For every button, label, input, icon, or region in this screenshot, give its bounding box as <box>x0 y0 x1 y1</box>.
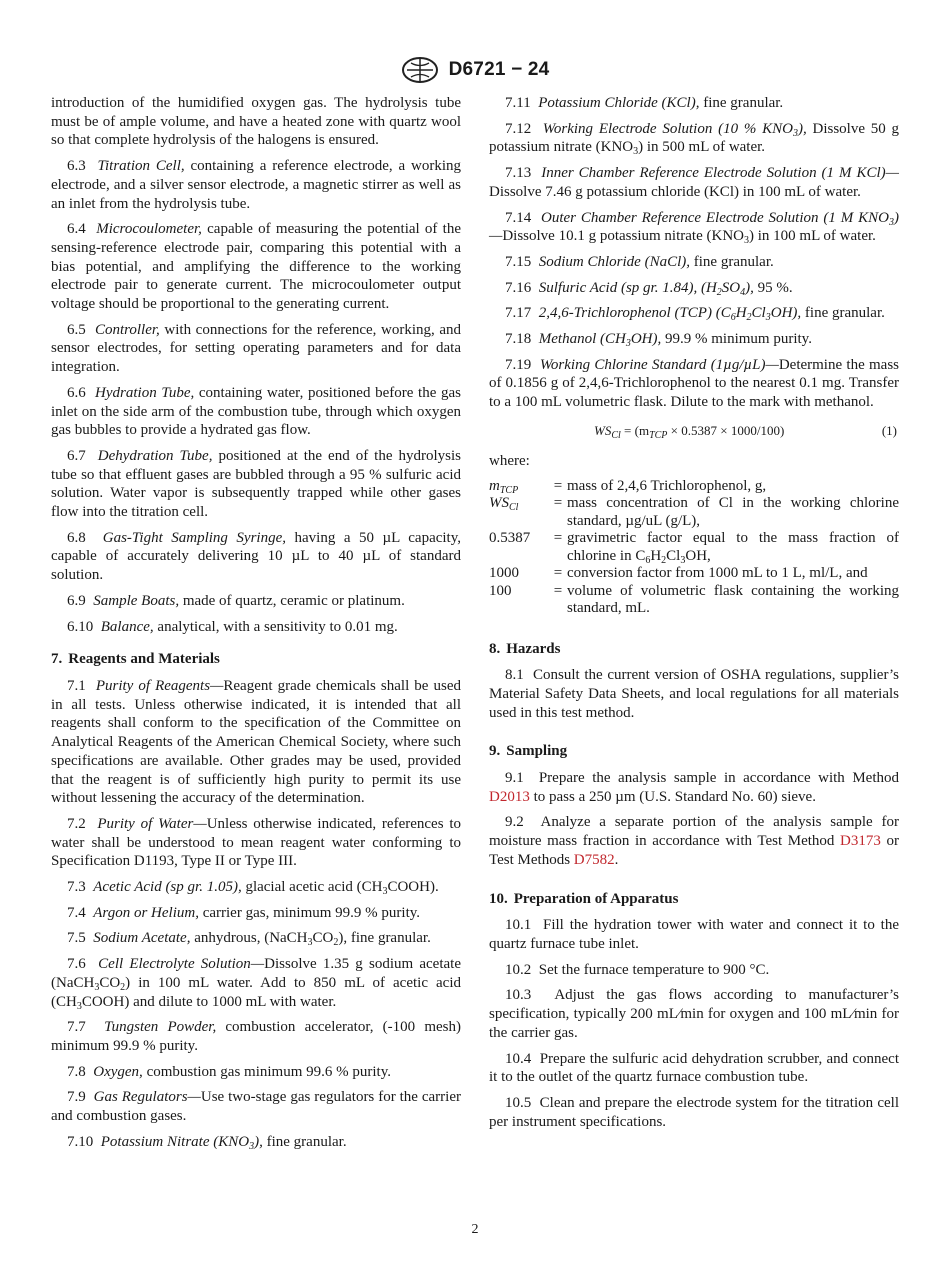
definition-row: $WS_{Cl}$ = mass concentration of Cl in the working chlorine standard, µg/uL (g/L), <box>489 495 899 529</box>
section-8-1: 8.1 Consult the current version of OSHA regulations, supplier’s Material Safety Data Sheets, and local regulations for all materials used in this test method. <box>489 667 899 721</box>
section-6-8: 6.8 Gas-Tight Sampling Syringe, having a 50 µL capacity, capable of accurately delivering 10 µL to 40 µL of standard solution. <box>51 529 461 584</box>
page-number: 2 <box>471 1222 479 1237</box>
definition-row: 100 = volume of volumetric flask containing the working standard, mL. <box>489 582 899 617</box>
section-7-6: 7.6 Cell Electrolyte Solution—Dissolve 1.35 g sodium acetate $(NaCH_3CO_2)$ in 100 mL water. Add to 850 mL of acetic acid $(CH_3COOH)$ and dilute to 1000 mL with water. <box>51 956 461 1012</box>
section-6-6: 6.6 Hydration Tube, containing water, positioned before the gas inlet on the side arm of the combustion tube, through which oxygen gas bubbles to provide a hydrated gas flow. <box>51 384 462 439</box>
section-7-15: 7.15 Sodium Chloride (NaCl), fine granular. <box>505 253 774 270</box>
heading-7: 7. Reagents and Materials <box>51 651 220 668</box>
section-7-5: 7.5 Sodium Acetate, anhydrous, $(NaCH_3CO_2)$, fine granular. <box>67 930 431 949</box>
heading-10: 10. Preparation of Apparatus <box>489 890 679 907</box>
definition-row: 1000 = conversion factor from 1000 mL to 1 L, ml/L, and <box>489 565 868 582</box>
link-d3173[interactable]: D3173 <box>840 833 881 850</box>
section-10-2: 10.2 Set the furnace temperature to 900 °C. <box>505 961 770 978</box>
page-header <box>0 56 950 84</box>
section-9-1: 9.1 Prepare the analysis sample in accordance with Method D2013 to pass a 250 µm (U.S. Standard No. 60) sieve. <box>489 770 900 805</box>
section-7-4: 7.4 Argon or Helium, carrier gas, minimum 99.9 % purity. <box>67 904 421 921</box>
paragraph-intro: introduction of the humidified oxygen gas. The hydrolysis tube must be of ample volume, and have a heated zone with quartz wool so that complete hydrolysis of the halogens is ensured. <box>51 95 461 149</box>
section-7-7: 7.7 Tungsten Powder, combustion accelerator, (-100 mesh) minimum 99.9 % purity. <box>51 1019 461 1054</box>
section-7-19: 7.19 Working Chlorine Standard (1µg/µL)—Determine the mass of 0.1856 g of 2,4,6-Trichlorophenol to the nearest 0.1 mg. Transfer to a 100 mL volumetric flask. Dilute to the mark with methanol. <box>489 356 900 411</box>
section-7-13: 7.13 Inner Chamber Reference Electrode Solution (1 M KCl)—Dissolve 7.46 g potassium chloride (KCl) in 100 mL of water. <box>489 165 899 200</box>
definition-row: 0.5387 = gravimetric factor equal to the mass fraction of chlorine in $C_6H_2Cl_3OH$, <box>489 530 899 566</box>
where-label: where: <box>489 452 530 469</box>
heading-9: 9. Sampling <box>489 743 568 760</box>
section-7-17: 7.17 2,4,6-Trichlorophenol (TCP) $(C_6H_2Cl_3OH)$, fine granular. <box>505 305 885 324</box>
section-7-2: 7.2 Purity of Water—Unless otherwise indicated, references to water shall be understood to mean reagent water conforming to Specification D1193, Type II or Type III. <box>51 815 461 870</box>
section-6-3: 6.3 Titration Cell, containing a reference electrode, a working electrode, and a silver sensor electrode, a magnetic stirrer as well as an inlet from the hydrolysis tube. <box>51 158 461 212</box>
section-10-4: 10.4 Prepare the sulfuric acid dehydration scrubber, and connect it to the outlet of the quartz furnace combustion tube. <box>489 1050 900 1086</box>
section-7-3: 7.3 Acetic Acid (sp gr. 1.05), glacial acetic acid $(CH_3COOH)$. <box>67 879 439 898</box>
section-10-3: 10.3 Adjust the gas flows according to manufacturer’s specification, typically 200 mL⁄min for oxygen and 100 mL⁄min for the carrier gas. <box>489 987 899 1041</box>
equation-number: (1) <box>881 422 897 438</box>
section-6-10: 6.10 Balance, analytical, with a sensitivity to 0.01 mg. <box>67 618 398 635</box>
definitions-table <box>489 478 899 618</box>
section-7-11: 7.11 Potassium Chloride (KCl), fine granular. <box>505 95 784 111</box>
section-7-16: 7.16 Sulfuric Acid (sp gr. 1.84), $(H_2SO_4)$, 95 %. <box>505 279 793 298</box>
section-7-9: 7.9 Gas Regulators—Use two-stage gas regulators for the carrier and combustion gases. <box>51 1089 461 1125</box>
section-6-4: 6.4 Microcoulometer, capable of measuring the potential of the sensing-reference electrode pair, comparing this potential with a bias potential, and amplifying the difference to the working electrode pair to generate current. The microcoulometer output voltage should be proportional to the generating current. <box>51 221 461 313</box>
section-7-12: 7.12 Working Electrode Solution (10 % $KNO_3$), Dissolve 50 g potassium nitrate $(KNO_3)$ in 500 mL of water. <box>489 120 900 158</box>
section-9-2: 9.2 Analyze a separate portion of the analysis sample for moisture mass fraction in accordance with Test Method D3173 or Test Methods D7582. <box>489 814 899 868</box>
section-7-1: 7.1 Purity of Reagents—Reagent grade chemicals shall be used in all tests. Unless otherwise indicated, it is intended that all reagents shall conform to the specification of the Committee on Analytical Reagents of the American Chemical Society, where such specifications are available. Other grades may be used, provided that the reagent is of sufficiently high purity to permit its use without lessening the accuracy of the determination. <box>51 677 461 807</box>
document-id: D6721 − 24 <box>448 59 550 80</box>
section-6-9: 6.9 Sample Boats, made of quartz, ceramic or platinum. <box>67 592 405 609</box>
section-7-14: 7.14 Outer Chamber Reference Electrode Solution (1 M $KNO_3)—Dissolve$ 10.1 g potassium nitrate $(KNO_3)$ in 100 mL of water. <box>489 209 899 247</box>
section-7-8: 7.8 Oxygen, combustion gas minimum 99.6 % purity. <box>67 1063 391 1080</box>
equation-1: $WS_{Cl} = (m_{TCP} \times 0.5387 \times 1000/100)$ (1) <box>594 422 897 441</box>
right-column <box>489 94 899 1138</box>
section-6-5: 6.5 Controller, with connections for the reference, working, and sensor electrodes, for setting operating parameters and for data integration. <box>51 321 461 376</box>
section-10-1: 10.1 Fill the hydration tower with water and connect it to the quartz furnace tube inlet. <box>489 917 900 952</box>
section-10-5: 10.5 Clean and prepare the electrode system for the titration cell per instrument specifications. <box>489 1094 899 1130</box>
definition-row: $m_{TCP}$ = mass of 2,4,6 Trichlorophenol, g, <box>489 477 767 496</box>
left-column <box>51 94 461 1158</box>
link-d2013[interactable]: D2013 <box>489 788 530 805</box>
section-7-18: 7.18 Methanol $(CH_3OH)$, 99.9 % minimum purity. <box>505 331 812 350</box>
link-d7582[interactable]: D7582 <box>573 851 615 868</box>
section-6-7: 6.7 Dehydration Tube, positioned at the end of the hydrolysis tube so that effluent gases are bubbled through a 95 % sulfuric acid solution. Water vapor is subsequently trapped while other gases flow into the titration cell. <box>51 447 462 521</box>
section-7-10: 7.10 Potassium Nitrate $(KNO_3)$, fine granular. <box>67 1133 347 1152</box>
astm-logo-icon <box>401 56 439 84</box>
heading-8: 8. Hazards <box>489 640 561 657</box>
